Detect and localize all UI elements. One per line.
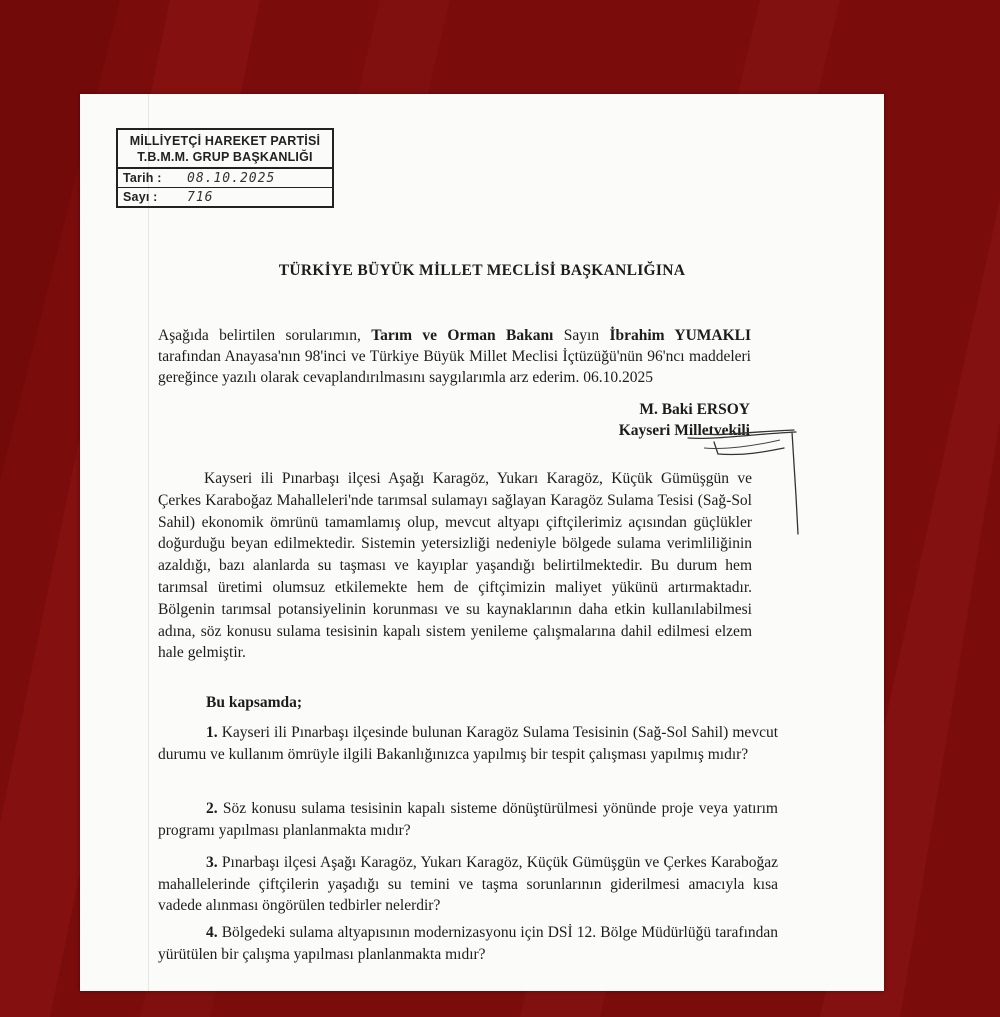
signatory-role: Kayseri Milletvekili [618, 422, 750, 439]
body-paragraph: Kayseri ili Pınarbaşı ilçesi Aşağı Karagöz, Yukarı Karagöz, Küçük Gümüşgün ve Çerkes Karaboğaz Mahalleleri'nde tarımsal sulamayı sağlayan Karagöz Sulama Tesisi (Sağ-Sol Sahil) ekonomik ömrünü tamamlamış olup, mevcut altyapı çiftçilerimiz açısından güçlükler doğurduğu beyan edilmektedir. Sistemin yetersizliği nedeniyle bölgede sulama verimliliğinin azaldığı, bazı alanlarda su taşması ve kayıplar yaşandığı belirtilmektedir. Bu durum hem tarımsal üretimi olumsuz etkilemekte hem de çiftçimizin maliyet yükünü artırmaktadır. Bölgenin tarımsal potansiyelinin korunması ve su kaynaklarının daha etkin kullanılabilmesi adına, söz konusu sulama tesisinin kapalı sistem yenileme çalışmalarına dahil edilmesi elzem hale gelmiştir. [158, 470, 752, 662]
minister-name: İbrahim YUMAKLI [609, 327, 752, 344]
stamp-party: MİLLİYETÇİ HAREKET PARTİSİ [129, 134, 321, 148]
question-4 [158, 922, 778, 965]
minister-title: Tarım ve Orman Bakanı [371, 327, 554, 344]
stamp-date-label: Tarih : [123, 171, 162, 185]
question-number: 4. [206, 924, 218, 941]
document-page [80, 94, 884, 991]
question-2 [158, 798, 778, 841]
question-number: 2. [206, 800, 218, 817]
question-3 [158, 852, 778, 917]
question-number: 1. [206, 724, 218, 741]
stamp-number-value: 716 [187, 189, 214, 205]
stamp-date-row [118, 169, 332, 187]
stamp-number-label: Sayı : [123, 190, 158, 204]
question-text: Söz konusu sulama tesisinin kapalı sisteme dönüştürülmesi yönünde proje veya yatırım programı yapılması planlanmakta mıdır? [158, 800, 778, 839]
page-crease [148, 94, 149, 991]
stamp-group: T.B.M.M. GRUP BAŞKANLIĞI [137, 150, 313, 164]
intro-text-1: Aşağıda belirtilen sorularımın, [158, 327, 361, 344]
intro-paragraph [158, 325, 751, 388]
stamp-date-value: 08.10.2025 [187, 170, 276, 186]
stamp-header [118, 130, 332, 169]
intro-text-2: Sayın [563, 327, 600, 344]
section-heading: Bu kapsamda; [206, 694, 303, 711]
document-title: TÜRKİYE BÜYÜK MİLLET MECLİSİ BAŞKANLIĞINA [278, 262, 686, 279]
stamp-number-row [118, 187, 332, 206]
question-1 [158, 722, 778, 765]
question-text: Kayseri ili Pınarbaşı ilçesinde bulunan Karagöz Sulama Tesisinin (Sağ-Sol Sahil) mevcut durumu ve kullanım ömrüyle ilgili Bakanlığınızca yapılmış bir tespit çalışması yapılmış mıdır? [158, 724, 778, 763]
registry-stamp [116, 128, 334, 208]
intro-text-3: tarafından Anayasa'nın 98'inci ve Türkiye Büyük Millet Meclisi İçtüzüğü'nün 96'ncı maddeleri gereğince yazılı olarak cevaplandırılmasını saygılarımla arz ederim. 06.10.2025 [158, 348, 751, 386]
question-text: Pınarbaşı ilçesi Aşağı Karagöz, Yukarı Karagöz, Küçük Gümüşgün ve Çerkes Karaboğaz mahallelerinde çiftçilerin yaşadığı su temini ve taşma sorunlarının giderilmesi amacıyla kısa vadede alınması öngörülen tedbirler nelerdir? [158, 854, 779, 914]
question-text: Bölgedeki sulama altyapısının modernizasyonu için DSİ 12. Bölge Müdürlüğü tarafından yürütülen bir çalışma yapılması planlanmakta mıdır? [158, 924, 779, 963]
question-number: 3. [206, 854, 218, 871]
signatory-name: M. Baki ERSOY [639, 401, 750, 418]
